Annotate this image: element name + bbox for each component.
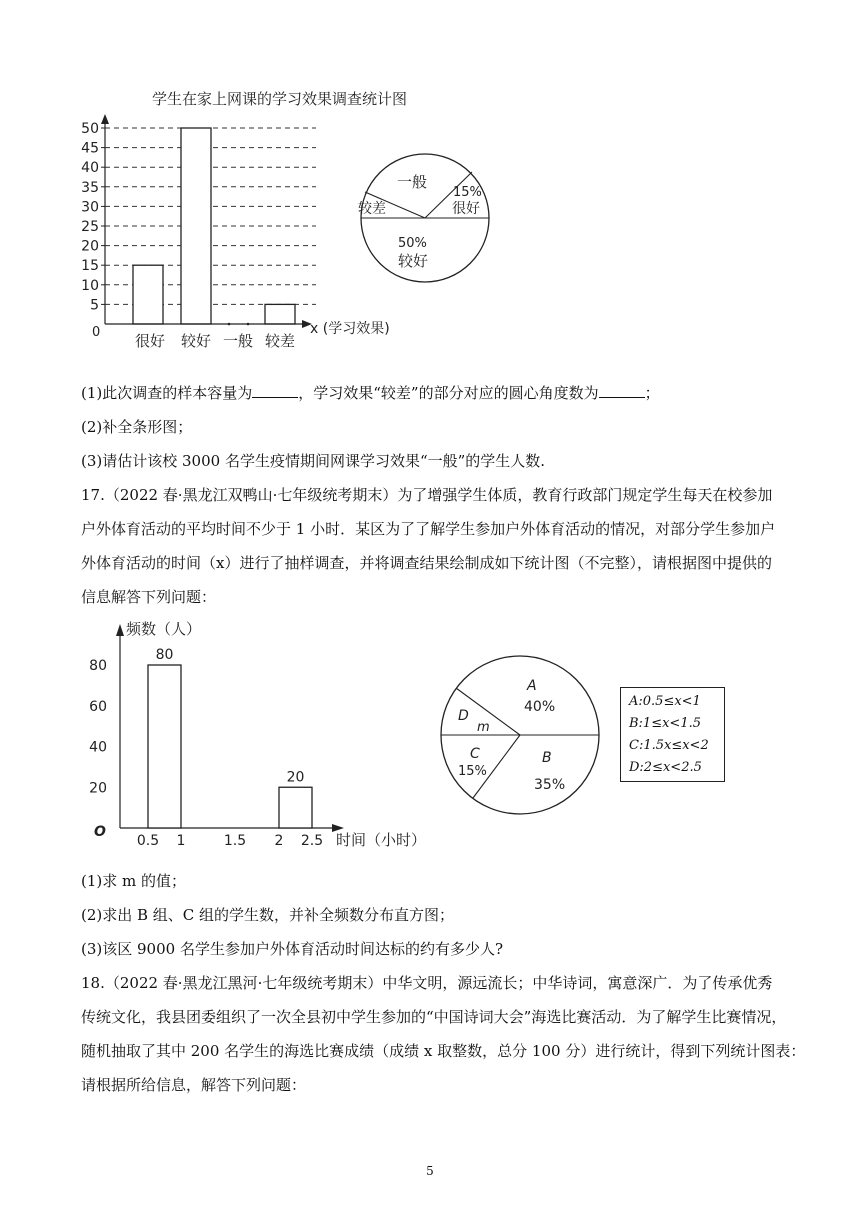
legend-item-d: D:2≤x<2.5 bbox=[629, 760, 702, 775]
chart1-pie bbox=[350, 140, 510, 300]
chart2-y-tick-label: 20 bbox=[89, 780, 107, 797]
chart1-y-ticks bbox=[81, 121, 105, 313]
chart2-x-ticks bbox=[137, 833, 323, 849]
legend-item-a: A:0.5≤x<1 bbox=[629, 694, 701, 709]
chart1-y-tick-label: 25 bbox=[81, 219, 99, 235]
pie1-label-poor: 较差 bbox=[358, 201, 386, 217]
chart2-x-tick-label: 1.5 bbox=[223, 833, 247, 849]
pie2-label-b-pct: 35% bbox=[534, 777, 566, 793]
chart1-title: 学生在家上网课的学习效果调查统计图 bbox=[152, 90, 408, 108]
chart2-y-label: 频数（人） bbox=[126, 620, 202, 638]
q16-part1-text-b: ，学习效果“较差”的部分对应的圆心角度数为 bbox=[298, 384, 599, 402]
pie2-label-d: D bbox=[458, 708, 469, 724]
q17-line-1: 17.（2022 春·黑龙江双鸭山·七年级统考期末）为了增强学生体质，教育行政部门规定学生每天在校参加 bbox=[81, 486, 773, 504]
chart1-bar-0 bbox=[133, 265, 163, 324]
chart1-y-tick-label: 50 bbox=[81, 121, 99, 137]
q16-part1 bbox=[81, 382, 781, 404]
chart1-y-tick-label: 35 bbox=[81, 179, 99, 196]
q16-part1-text-a: (1)此次调查的样本容量为 bbox=[81, 384, 253, 402]
q17-question-1: (1)求 m 的值； bbox=[81, 872, 187, 890]
answer-blank-angle[interactable] bbox=[599, 383, 645, 398]
page-number: 5 bbox=[426, 1164, 434, 1178]
legend-item-b: B:1≤x<1.5 bbox=[629, 716, 701, 731]
chart1-category-label: 较好 bbox=[180, 332, 212, 350]
pie2-label-m: m bbox=[477, 720, 490, 735]
chart1-origin: 0 bbox=[92, 325, 101, 340]
pie1-label-very-good: 很好 bbox=[452, 201, 480, 217]
chart2-y-tick-label: 60 bbox=[89, 698, 107, 715]
chart2-x-label: 时间（小时） bbox=[336, 831, 427, 849]
chart2-bar-value-label: 80 bbox=[155, 647, 174, 663]
chart1-y-tick-label: 30 bbox=[81, 199, 99, 216]
chart1-bars bbox=[133, 128, 295, 325]
chart2-x-tick-label: 2 bbox=[274, 833, 284, 849]
q17-line-2: 户外体育活动的平均时间不少于 1 小时．某区为了了解学生参加户外体育活动的情况，对部分学生参加户 bbox=[81, 520, 776, 538]
q17-question-2: (2)求出 B 组、C 组的学生数，并补全频数分布直方图； bbox=[81, 906, 455, 924]
q18-line-3: 随机抽取了其中 200 名学生的海选比赛成绩（成绩 x 取整数，总分 100 分）进行统计，得到下列统计图表： bbox=[81, 1042, 806, 1060]
chart2-pie bbox=[436, 648, 608, 820]
legend-item-c: C:1.5x≤x<2 bbox=[629, 738, 709, 753]
pie2-label-c-pct: 15% bbox=[458, 764, 487, 779]
chart2-bars bbox=[148, 647, 312, 828]
chart1-y-tick-label: 15 bbox=[81, 258, 99, 275]
chart1-category-label: 一般 bbox=[222, 332, 254, 350]
pie1-label-good: 较好 bbox=[398, 252, 429, 270]
chart1-y-tick-label: 10 bbox=[81, 277, 99, 294]
chart1-bar-3 bbox=[265, 304, 295, 324]
q18-line-4: 请根据所给信息，解答下列问题： bbox=[81, 1076, 307, 1094]
q16-part3: (3)请估计该校 3000 名学生疫情期间网课学习效果“一般”的学生人数. bbox=[81, 452, 546, 470]
chart2-y-arrow bbox=[116, 624, 124, 636]
chart2-x-tick-label: 0.5 bbox=[136, 833, 160, 849]
chart1-x-label: x (学习效果) bbox=[310, 321, 390, 337]
q16-part1-text-c: ； bbox=[644, 384, 660, 402]
chart1-y-tick-label: 40 bbox=[81, 160, 99, 177]
pie1-label-very-good-pct: 15% bbox=[453, 185, 482, 200]
chart2-y-ticks bbox=[89, 658, 107, 796]
pie1-label-good-pct: 50% bbox=[398, 236, 427, 251]
q17-question-3: (3)该区 9000 名学生参加户外体育活动时间达标的约有多少人? bbox=[81, 940, 504, 958]
chart2-bar-3 bbox=[279, 787, 312, 828]
chart2-y-tick-label: 80 bbox=[89, 658, 107, 674]
chart1-bar-1 bbox=[181, 128, 211, 324]
chart1-y-tick-label: 5 bbox=[90, 297, 99, 314]
chart2-histogram bbox=[80, 612, 430, 858]
chart2-x-tick-label: 1 bbox=[176, 833, 186, 849]
chart1-y-arrow bbox=[101, 114, 109, 124]
q17-line-3: 外体育活动的时间（x）进行了抽样调查，并将调查结果绘制成如下统计图（不完整），请根据图中提供的 bbox=[81, 554, 772, 572]
pie2-label-a: A bbox=[527, 678, 537, 694]
pie2-label-b: B bbox=[542, 750, 552, 766]
chart2-bar-value-label: 20 bbox=[286, 769, 305, 786]
q18-line-2: 传统文化，我县团委组织了一次全县初中学生参加的“中国诗词大会”海选比赛活动．为了解学生比赛情况， bbox=[81, 1008, 787, 1026]
chart1-categories bbox=[135, 332, 295, 350]
chart1-y-tick-label: 45 bbox=[81, 140, 99, 157]
q16-part2: (2)补全条形图； bbox=[81, 418, 193, 436]
answer-blank-sample-size[interactable] bbox=[252, 383, 298, 398]
q18-line-1: 18.（2022 春·黑龙江黑河·七年级统考期末）中华文明，源远流长；中华诗词，寓意深广．为了传承优秀 bbox=[81, 974, 773, 992]
pie1-label-general: 一般 bbox=[397, 173, 428, 191]
q17-line-4: 信息解答下列问题： bbox=[81, 588, 217, 606]
chart2-origin: O bbox=[94, 824, 106, 840]
pie2-label-a-pct: 40% bbox=[524, 699, 556, 715]
chart2-x-tick-label: 2.5 bbox=[300, 833, 324, 849]
chart1-category-label: 较差 bbox=[264, 332, 296, 350]
pie2-label-c: C bbox=[470, 746, 480, 762]
chart2-legend bbox=[620, 687, 725, 782]
chart2-y-tick-label: 40 bbox=[89, 739, 107, 756]
chart1-y-tick-label: 20 bbox=[81, 238, 99, 255]
chart1-category-label: 很好 bbox=[134, 332, 166, 350]
chart2-bar-0 bbox=[148, 665, 181, 828]
